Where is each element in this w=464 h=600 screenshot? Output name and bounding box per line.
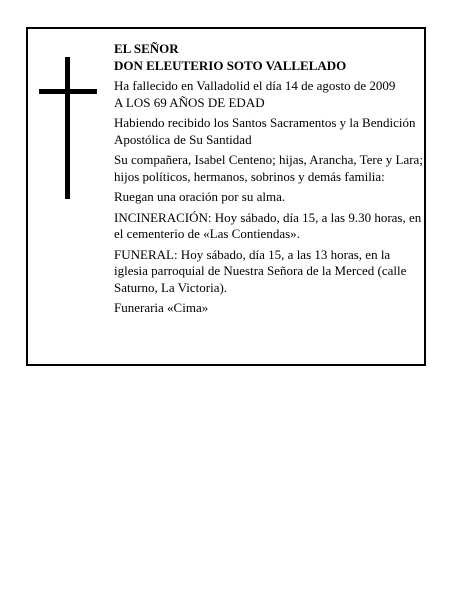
notice-text [114,41,424,317]
death-statement: Ha fallecido en Valladolid el día 14 de agosto de 2009 [114,78,396,93]
obituary-notice [26,27,426,366]
deceased-name: DON ELEUTERIO SOTO VALLELADO [114,57,347,73]
funeral-details: FUNERAL: Hoy sábado, día 15, a las 13 horas, en la iglesia parroquial de Nuestra Señora de la Merced (calle Saturno, La Victoria). [114,246,407,295]
cross-horizontal-bar [39,89,97,94]
family-statement: Su compañera, Isabel Centeno; hijas, Arancha, Tere y Lara; hijos políticos, hermanos, sobrinos y demás familia: [114,152,423,184]
notice-title: EL SEÑOR [114,41,179,56]
age-statement: A LOS 69 AÑOS DE EDAD [114,94,265,110]
cremation-details: INCINERACIÓN: Hoy sábado, día 15, a las 9.30 horas, en el cementerio de «Las Contiendas». [114,209,422,241]
prayer-request: Ruegan una oración por su alma. [114,189,286,204]
sacraments-statement: Habiendo recibido los Santos Sacramentos y la Bendición Apostólica de Su Santidad [114,115,416,147]
cross-icon [39,57,97,199]
cross-vertical-bar [65,57,70,199]
funeral-home: Funeraria «Cima» [114,300,209,315]
